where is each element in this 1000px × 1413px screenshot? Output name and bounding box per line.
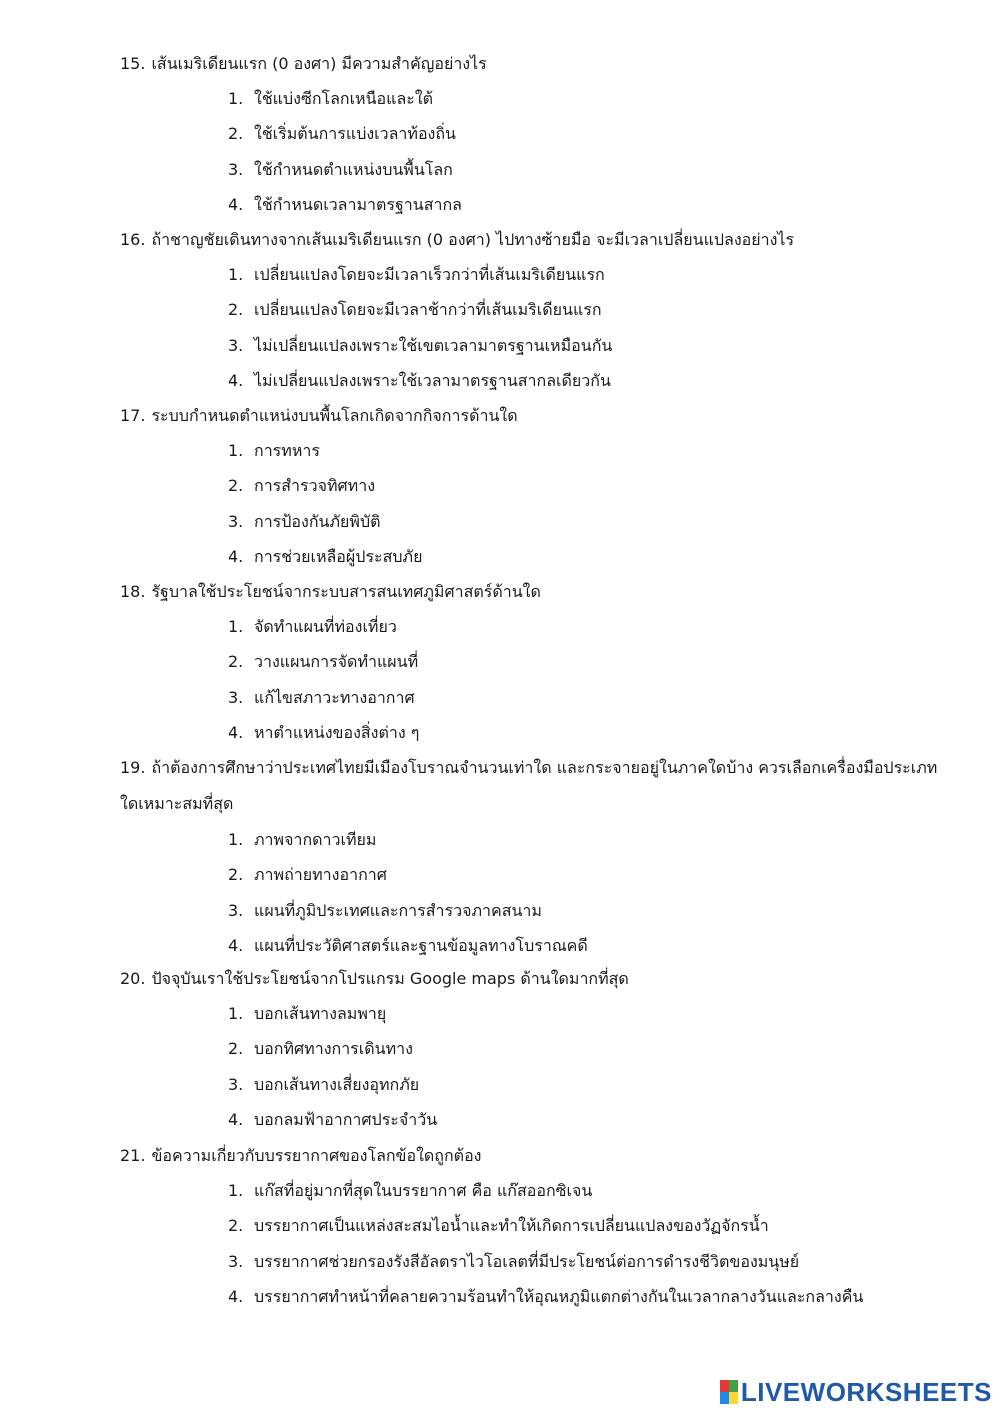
- question-number: 17.: [120, 406, 146, 425]
- option-number: 1.: [228, 441, 244, 460]
- question-15: [120, 46, 940, 222]
- option-number: 2.: [228, 476, 244, 496]
- question-number: 16.: [120, 230, 146, 249]
- question-stem: [120, 750, 940, 822]
- option-list: [120, 609, 940, 750]
- logo-square-blue: [720, 1392, 729, 1404]
- option-text: ใช้เริ่มต้นการแบ่งเวลาท้องถิ่น: [254, 124, 456, 144]
- option-number: 1.: [228, 1004, 244, 1023]
- option-3[interactable]: [120, 152, 940, 187]
- question-stem: [120, 222, 940, 257]
- option-1[interactable]: [120, 81, 940, 116]
- option-3[interactable]: [120, 893, 940, 928]
- question-stem: [120, 1138, 940, 1173]
- option-number: 2.: [228, 124, 244, 144]
- option-2[interactable]: [120, 1031, 940, 1066]
- option-3[interactable]: [120, 1067, 940, 1102]
- option-4[interactable]: [120, 363, 940, 398]
- option-3[interactable]: [120, 1244, 940, 1279]
- option-number: 3.: [228, 335, 244, 355]
- option-text: บอกลมฟ้าอากาศประจำวัน: [254, 1109, 438, 1129]
- option-text: บรรยากาศทำหน้าที่คลายความร้อนทำให้อุณหภูมิแตกต่างกันในเวลากลางวันและกลางคืน: [254, 1286, 864, 1306]
- question-16: [120, 222, 940, 398]
- option-number: 3.: [228, 1074, 244, 1094]
- question-text: ข้อความเกี่ยวกับบรรยากาศของโลกข้อใดถูกต้อง: [151, 1146, 482, 1165]
- question-20: [120, 961, 940, 1137]
- logo-square-yellow: [729, 1392, 738, 1404]
- question-number: 18.: [120, 582, 146, 601]
- option-1[interactable]: [120, 822, 940, 857]
- option-number: 1.: [228, 617, 244, 636]
- question-number: 19.: [120, 758, 146, 777]
- option-1[interactable]: [120, 433, 940, 468]
- option-text: ภาพจากดาวเทียม: [254, 830, 377, 849]
- option-number: 2.: [228, 1216, 244, 1236]
- option-number: 4.: [228, 1109, 244, 1129]
- option-4[interactable]: [120, 1279, 940, 1314]
- option-4[interactable]: [120, 715, 940, 750]
- option-list: [120, 1173, 940, 1314]
- option-text: ใช้กำหนดตำแหน่งบนพื้นโลก: [254, 159, 453, 179]
- option-text: เปลี่ยนแปลงโดยจะมีเวลาเร็วกว่าที่เส้นเมริเดียนแรก: [254, 265, 605, 284]
- option-text: บอกทิศทางการเดินทาง: [254, 1039, 413, 1059]
- option-text: ไม่เปลี่ยนแปลงเพราะใช้เขตเวลามาตรฐานเหมือนกัน: [254, 335, 613, 355]
- option-list: [120, 996, 940, 1137]
- option-2[interactable]: [120, 857, 940, 892]
- question-number: 15.: [120, 54, 146, 73]
- option-number: 1.: [228, 265, 244, 284]
- question-text: เส้นเมริเดียนแรก (0 องศา) มีความสำคัญอย่างไร: [151, 54, 487, 73]
- option-1[interactable]: [120, 996, 940, 1031]
- option-number: 3.: [228, 1251, 244, 1271]
- option-text: แผนที่ประวัติศาสตร์และฐานข้อมูลทางโบราณคดี: [254, 935, 588, 955]
- option-2[interactable]: [120, 292, 940, 327]
- option-text: ไม่เปลี่ยนแปลงเพราะใช้เวลามาตรฐานสากลเดียวกัน: [254, 370, 611, 390]
- question-text: ถ้าชาญชัยเดินทางจากเส้นเมริเดียนแรก (0 องศา) ไปทางซ้ายมือ จะมีเวลาเปลี่ยนแปลงอย่างไร: [151, 230, 795, 249]
- question-number: 21.: [120, 1146, 146, 1165]
- option-2[interactable]: [120, 468, 940, 503]
- option-text: แผนที่ภูมิประเทศและการสำรวจภาคสนาม: [254, 900, 542, 920]
- option-text: หาตำแหน่งของสิ่งต่าง ๆ: [254, 722, 420, 742]
- option-list: [120, 257, 940, 398]
- logo-square-green: [729, 1380, 738, 1392]
- option-number: 4.: [228, 722, 244, 742]
- option-list: [120, 433, 940, 574]
- option-number: 4.: [228, 194, 244, 214]
- option-text: เปลี่ยนแปลงโดยจะมีเวลาช้ากว่าที่เส้นเมริเดียนแรก: [254, 300, 602, 320]
- option-text: วางแผนการจัดทำแผนที่: [254, 652, 419, 672]
- question-stem: [120, 46, 940, 81]
- option-list: [120, 81, 940, 222]
- option-number: 4.: [228, 1286, 244, 1306]
- option-3[interactable]: [120, 328, 940, 363]
- question-stem: [120, 961, 940, 996]
- option-4[interactable]: [120, 1102, 940, 1137]
- question-number: 20.: [120, 969, 146, 988]
- option-1[interactable]: [120, 257, 940, 292]
- option-2[interactable]: [120, 644, 940, 679]
- option-number: 3.: [228, 900, 244, 920]
- option-text: การทหาร: [254, 441, 320, 460]
- option-text: บรรยากาศเป็นแหล่งสะสมไอน้ำและทำให้เกิดการเปลี่ยนแปลงของวัฏจักรน้ำ: [254, 1216, 769, 1236]
- question-stem: [120, 574, 940, 609]
- option-text: บอกเส้นทางเสี่ยงอุทกภัย: [254, 1074, 420, 1094]
- logo-square-red: [720, 1380, 729, 1392]
- question-text: ถ้าต้องการศึกษาว่าประเทศไทยมีเมืองโบราณจำนวนเท่าใด และกระจายอยู่ในภาคใดบ้าง ควรเลือกเครื่องมือประเภทใดเหมาะสมที่สุด: [120, 758, 938, 813]
- option-number: 4.: [228, 370, 244, 390]
- option-4[interactable]: [120, 539, 940, 574]
- option-number: 4.: [228, 935, 244, 955]
- question-19: [120, 750, 940, 963]
- option-number: 3.: [228, 687, 244, 707]
- option-2[interactable]: [120, 1208, 940, 1243]
- option-number: 2.: [228, 865, 244, 885]
- option-number: 3.: [228, 159, 244, 179]
- question-17: [120, 398, 940, 574]
- option-text: แก้ไขสภาวะทางอากาศ: [254, 687, 415, 707]
- option-text: ภาพถ่ายทางอากาศ: [254, 865, 387, 885]
- option-text: จัดทำแผนที่ท่องเที่ยว: [254, 617, 397, 636]
- option-text: การช่วยเหลือผู้ประสบภัย: [254, 546, 423, 566]
- option-3[interactable]: [120, 680, 940, 715]
- option-number: 3.: [228, 511, 244, 531]
- liveworksheets-logo[interactable]: [720, 1375, 992, 1409]
- question-text: รัฐบาลใช้ประโยชน์จากระบบสารสนเทศภูมิศาสตร์ด้านใด: [151, 582, 541, 601]
- option-text: ใช้แบ่งซีกโลกเหนือและใต้: [254, 89, 434, 108]
- option-4[interactable]: [120, 928, 940, 963]
- question-21: [120, 1138, 940, 1314]
- option-4[interactable]: [120, 187, 940, 222]
- option-text: แก๊สที่อยู่มากที่สุดในบรรยากาศ คือ แก๊สออกซิเจน: [254, 1181, 593, 1200]
- option-1[interactable]: [120, 1173, 940, 1208]
- question-text: ปัจจุบันเราใช้ประโยชน์จากโปรแกรม Google maps ด้านใดมากที่สุด: [151, 969, 629, 988]
- liveworksheets-logo-icon: [720, 1380, 738, 1404]
- option-number: 1.: [228, 1181, 244, 1200]
- option-text: การป้องกันภัยพิบัติ: [254, 511, 381, 531]
- question-text: ระบบกำหนดตำแหน่งบนพื้นโลกเกิดจากกิจการด้านใด: [151, 406, 518, 425]
- option-2[interactable]: [120, 116, 940, 151]
- option-3[interactable]: [120, 504, 940, 539]
- option-number: 4.: [228, 546, 244, 566]
- liveworksheets-logo-text: LIVEWORKSHEETS: [740, 1376, 992, 1407]
- option-text: บอกเส้นทางลมพายุ: [254, 1004, 387, 1023]
- option-text: ใช้กำหนดเวลามาตรฐานสากล: [254, 194, 462, 214]
- option-number: 2.: [228, 1039, 244, 1059]
- option-text: บรรยากาศช่วยกรองรังสีอัลตราไวโอเลตที่มีประโยชน์ต่อการดำรงชีวิตของมนุษย์: [254, 1251, 800, 1271]
- option-text: การสำรวจทิศทาง: [254, 476, 376, 496]
- option-number: 1.: [228, 830, 244, 849]
- option-number: 2.: [228, 652, 244, 672]
- option-number: 1.: [228, 89, 244, 108]
- option-list: [120, 822, 940, 963]
- option-1[interactable]: [120, 609, 940, 644]
- question-18: [120, 574, 940, 750]
- question-stem: [120, 398, 940, 433]
- option-number: 2.: [228, 300, 244, 320]
